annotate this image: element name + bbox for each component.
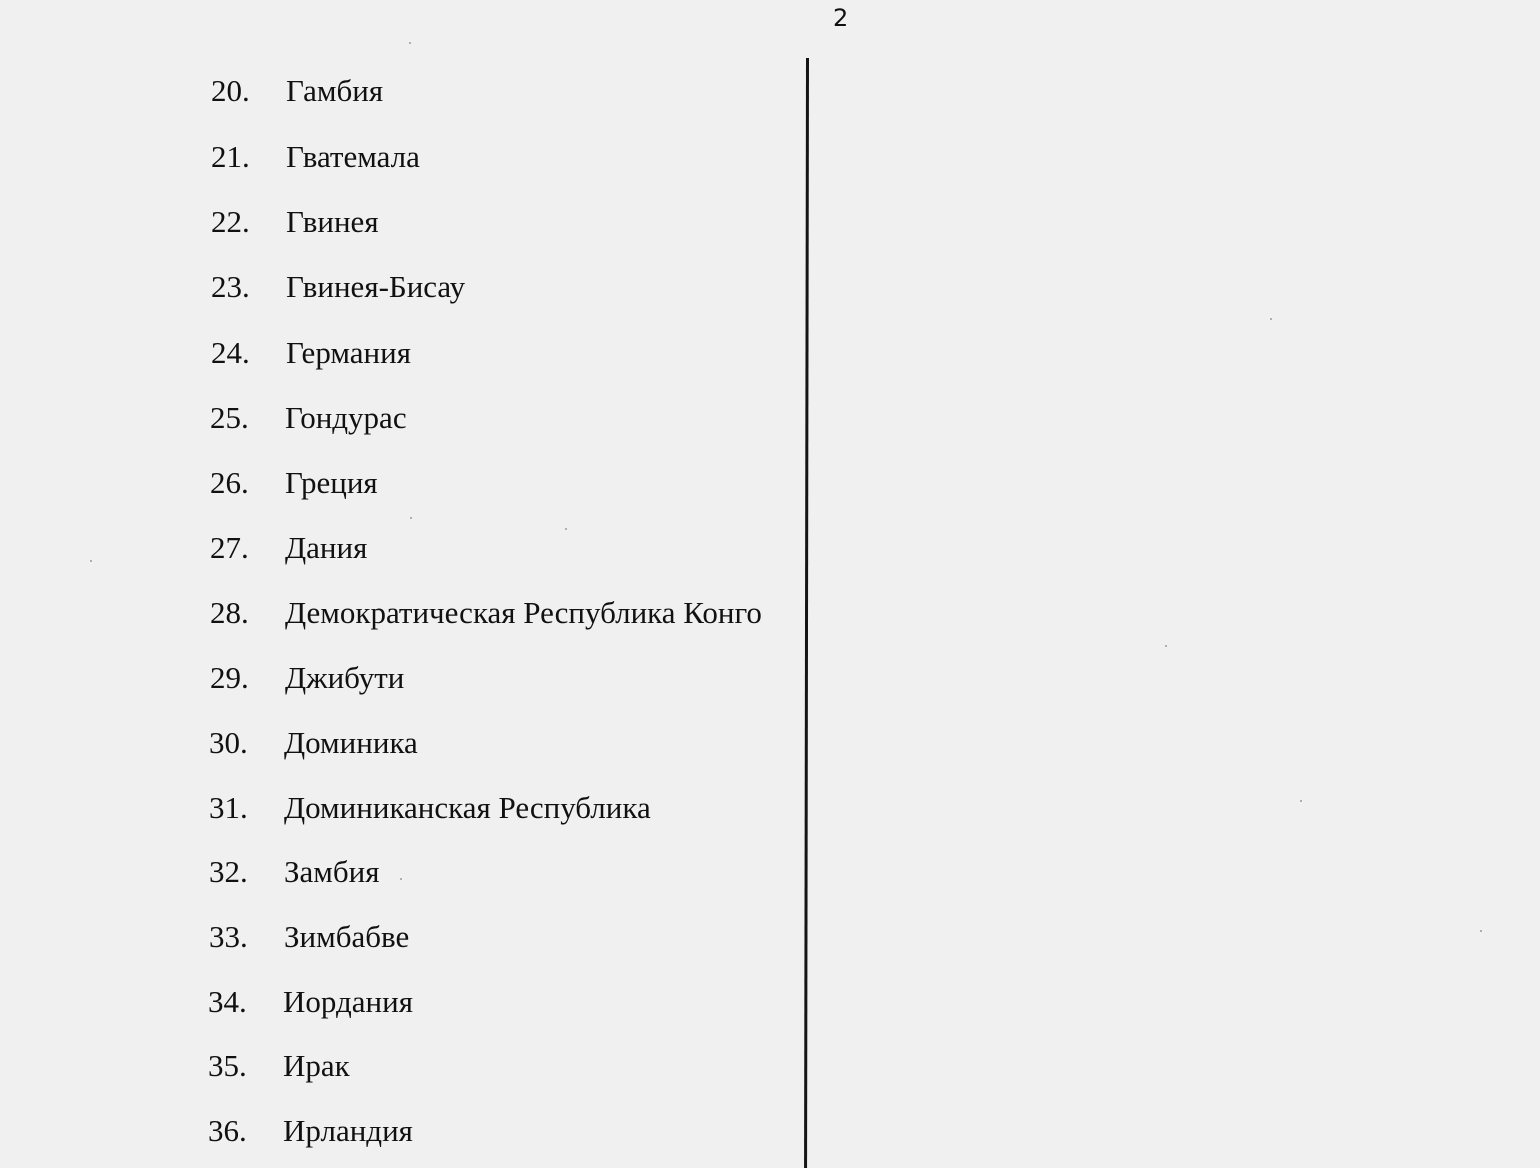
item-number: 25. [210,400,249,435]
country-name: Гамбия [286,73,384,108]
country-name: Замбия [284,854,380,889]
scan-speck [1480,930,1482,932]
country-name: Гвинея [286,204,379,239]
scan-speck [90,560,92,562]
item-number: 32. [209,854,248,889]
country-name: Демократическая Республика Конго [285,595,762,630]
country-name: Ирак [283,1048,350,1083]
country-name: Иордания [283,984,413,1019]
item-number: 28. [210,595,249,630]
country-name: Ирландия [283,1113,413,1148]
scan-speck [1300,800,1302,802]
country-name: Дания [285,530,368,565]
item-number: 27. [210,530,249,565]
country-name: Греция [285,465,378,500]
item-number: 34. [208,984,247,1019]
country-name: Доминика [284,725,418,760]
item-number: 30. [209,725,248,760]
item-number: 29. [210,660,249,695]
scan-speck [1165,645,1167,647]
country-name: Гватемала [286,139,420,174]
country-name: Зимбабве [284,919,410,954]
country-name: Гвинея-Бисау [286,269,466,304]
scan-speck [400,878,402,880]
country-name: Джибути [285,660,405,695]
item-number: 23. [211,269,250,304]
column-divider [804,58,809,1168]
scan-speck [409,42,411,44]
scan-speck [565,528,567,530]
country-name: Германия [286,335,411,370]
item-number: 26. [210,465,249,500]
item-number: 36. [208,1113,247,1148]
item-number: 31. [209,790,248,825]
scan-speck [410,517,412,519]
item-number: 20. [211,73,250,108]
item-number: 24. [211,335,250,370]
scan-speck [1270,318,1272,320]
page-number: 2 [833,4,849,32]
country-name: Доминиканская Республика [284,790,651,825]
country-name: Гондурас [285,400,407,435]
item-number: 35. [208,1048,247,1083]
item-number: 21. [211,139,250,174]
item-number: 33. [209,919,248,954]
item-number: 22. [211,204,250,239]
